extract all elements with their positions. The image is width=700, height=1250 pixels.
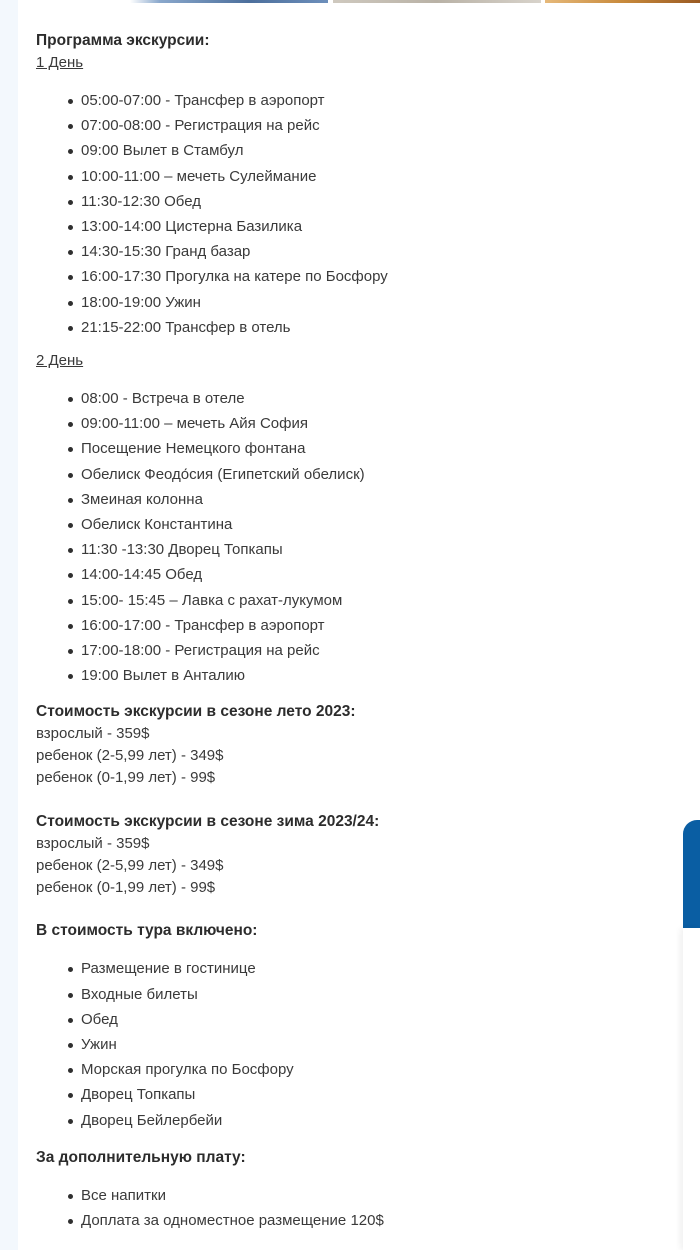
list-item: 13:00-14:00 Цистерна Базилика: [81, 214, 636, 239]
floating-booking-button[interactable]: [683, 820, 700, 928]
price-winter-title: Стоимость экскурсии в сезоне зима 2023/24:: [36, 813, 380, 831]
list-item: 14:30-15:30 Гранд базар: [81, 239, 636, 264]
photo-gallery: [18, 0, 700, 3]
price-summer-title: Стоимость экскурсии в сезоне лето 2023:: [36, 703, 356, 721]
list-item: 10:00-11:00 – мечеть Сулеймание: [81, 164, 636, 189]
price-line: ребенок (2-5,99 лет) - 349$: [36, 747, 224, 765]
gallery-photo[interactable]: [545, 0, 700, 3]
price-line: взрослый - 359$: [36, 725, 150, 743]
price-winter: [36, 811, 636, 899]
day-1-link[interactable]: 1 День: [36, 54, 84, 71]
day-2-link[interactable]: 2 День: [36, 352, 84, 370]
list-item: 18:00-19:00 Ужин: [81, 290, 636, 315]
list-item: 05:00-07:00 - Трансфер в аэропорт: [81, 88, 636, 113]
list-item: 09:00-11:00 – мечеть Айя София: [81, 411, 636, 436]
price-summer: [36, 701, 636, 789]
list-item: Доплата за одноместное размещение 120$: [81, 1208, 636, 1233]
floating-panel: [683, 928, 700, 1250]
day-1-schedule: [36, 88, 636, 340]
list-item: 16:00-17:00 - Трансфер в аэропорт: [81, 613, 636, 638]
list-item: 09:00 Вылет в Стамбул: [81, 138, 636, 163]
list-item: Дворец Бейлербейи: [81, 1108, 636, 1133]
list-item: Размещение в гостинице: [81, 956, 636, 981]
list-item: 07:00-08:00 - Регистрация на рейс: [81, 113, 636, 138]
list-item: Морская прогулка по Босфору: [81, 1057, 636, 1082]
list-item: 14:00-14:45 Обед: [81, 562, 636, 587]
list-item: Змеиная колонна: [81, 487, 636, 512]
list-item: 08:00 - Встреча в отеле: [81, 386, 636, 411]
list-item: 11:30 -13:30 Дворец Топкапы: [81, 537, 636, 562]
list-item: Ужин: [81, 1032, 636, 1057]
price-line: взрослый - 359$: [36, 835, 150, 853]
list-item: 21:15-22:00 Трансфер в отель: [81, 315, 636, 340]
extra-list: [36, 1183, 636, 1233]
list-item: 16:00-17:30 Прогулка на катере по Босфору: [81, 264, 636, 289]
price-line: ребенок (0-1,99 лет) - 99$: [36, 769, 216, 787]
gallery-photo[interactable]: [130, 0, 328, 3]
list-item: 15:00- 15:45 – Лавка с рахат-лукумом: [81, 588, 636, 613]
price-line: ребенок (0-1,99 лет) - 99$: [36, 879, 216, 897]
tour-description: [36, 30, 636, 1233]
list-item: 19:00 Вылет в Анталию: [81, 663, 636, 688]
extra-title: За дополнительную плату:: [36, 1148, 246, 1166]
gallery-photo[interactable]: [333, 0, 541, 3]
included-list: [36, 956, 636, 1132]
content-card: [18, 0, 700, 1250]
program-title: Программа экскурсии:: [36, 32, 210, 49]
included-title: В стоимость тура включено:: [36, 922, 258, 940]
day-2-schedule: [36, 386, 636, 688]
list-item: 11:30-12:30 Обед: [81, 189, 636, 214]
price-line: ребенок (2-5,99 лет) - 349$: [36, 857, 224, 875]
list-item: 17:00-18:00 - Регистрация на рейс: [81, 638, 636, 663]
list-item: Дворец Топкапы: [81, 1082, 636, 1107]
list-item: Входные билеты: [81, 982, 636, 1007]
list-item: Обед: [81, 1007, 636, 1032]
list-item: Обелиск Константина: [81, 512, 636, 537]
list-item: Все напитки: [81, 1183, 636, 1208]
list-item: Обелиск Феодо́сия (Египетский обелиск): [81, 462, 636, 487]
list-item: Посещение Немецкого фонтана: [81, 436, 636, 461]
